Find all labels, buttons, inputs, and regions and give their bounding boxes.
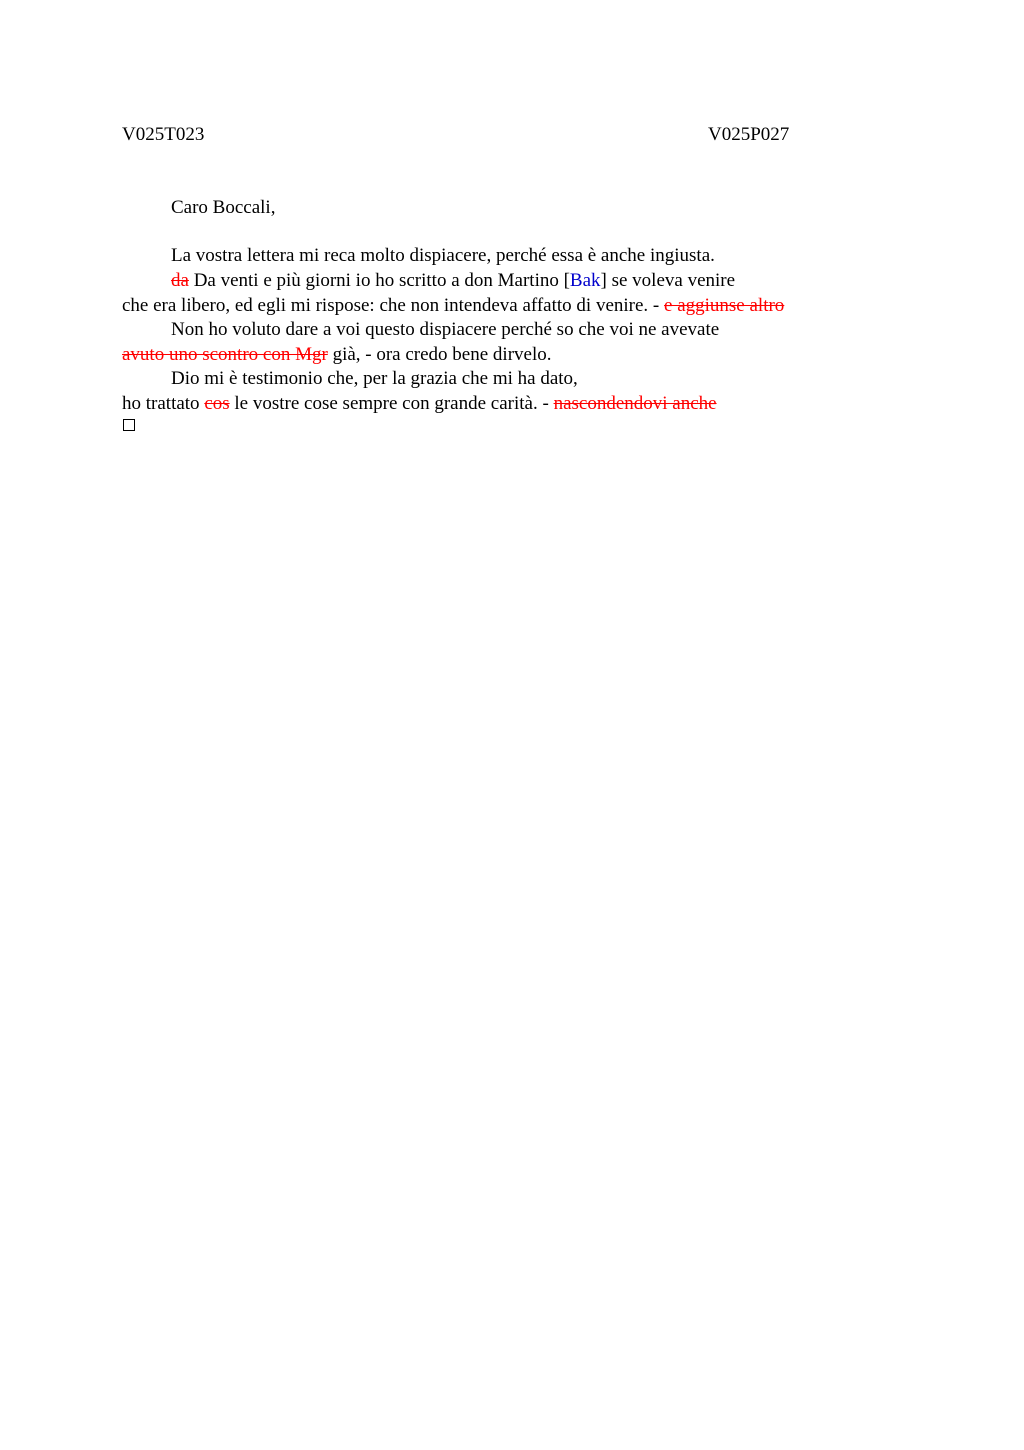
text-line-2 xyxy=(122,269,735,293)
line-7-text-a: ho trattato xyxy=(122,393,205,414)
line-6-text: Dio mi è testimonio che, per la grazia che mi ha dato, xyxy=(171,368,578,389)
document-code-right: V025P027 xyxy=(708,124,790,145)
line-5-text: già, - ora credo bene dirvelo. xyxy=(327,344,552,365)
line-2-text-a: Da venti e più giorni io ho scritto a don Martino [ xyxy=(188,270,570,291)
editorial-insertion: Bak xyxy=(569,270,601,291)
line-7-text-b: le vostre cose sempre con grande carità. - xyxy=(229,393,554,414)
deleted-word: cos xyxy=(204,393,230,414)
document-code-left: V025T023 xyxy=(122,124,205,145)
line-4-text: Non ho voluto dare a voi questo dispiacere perché so che voi ne avevate xyxy=(171,319,720,340)
deleted-phrase: e aggiunse altro xyxy=(664,295,785,316)
line-1-text: La vostra lettera mi reca molto dispiacere, perché essa è anche ingiusta. xyxy=(171,245,715,266)
text-line-6 xyxy=(122,367,578,391)
deleted-phrase: nascondendovi anche xyxy=(553,393,717,414)
deleted-phrase: avuto uno scontro con Mgr xyxy=(122,344,328,365)
salutation: Caro Boccali, xyxy=(171,197,276,218)
empty-checkbox-icon xyxy=(123,419,135,431)
line-3-text: che era libero, ed egli mi rispose: che non intendeva affatto di venire. - xyxy=(122,295,665,316)
text-line-3 xyxy=(122,294,784,318)
line-2-text-b: ] se voleva venire xyxy=(600,270,736,291)
text-line-5 xyxy=(122,343,552,367)
text-line-7 xyxy=(122,392,717,416)
text-line-1 xyxy=(122,244,715,268)
deleted-word: da xyxy=(171,270,189,291)
text-line-4 xyxy=(122,318,719,342)
